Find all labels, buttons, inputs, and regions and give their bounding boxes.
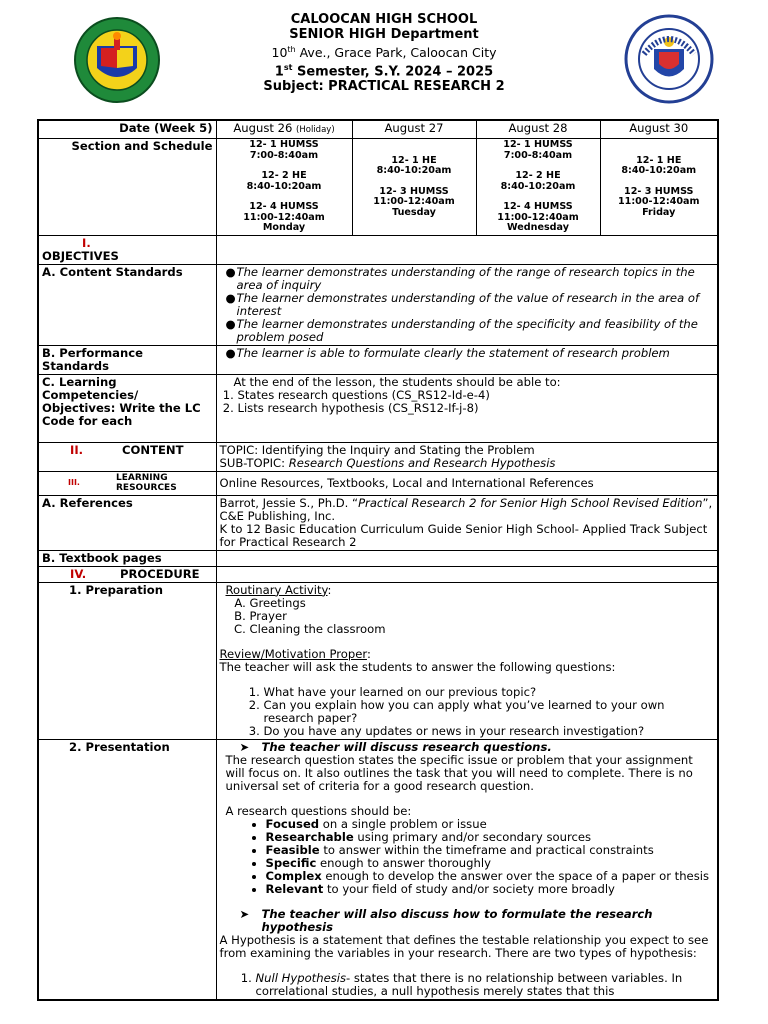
schedule-tuesday: 12- 1 HE 8:40-10:20am 12- 3 HUMSS 11:00-12:40am Tuesday <box>352 139 476 236</box>
criteria-intro: A research questions should be: <box>225 803 412 818</box>
routinary-item: A. Greetings <box>250 597 715 610</box>
schedule-monday: 12- 1 HUMSS 7:00-8:40am 12- 2 HE 8:40-10:20am 12- 4 HUMSS 11:00-12:40am Monday <box>216 139 352 236</box>
content-row <box>38 442 718 471</box>
performance-standard: ● The learner is able to formulate clearly the statement of research problem <box>226 347 715 360</box>
section-label: Section and Schedule <box>38 139 216 236</box>
date-cell-1: August 26 (Holiday) <box>216 120 352 139</box>
competencies-intro: At the end of the lesson, the students should be able to: <box>233 374 561 389</box>
competency-item: 1. States research questions (CS_RS12-Id-e-4) <box>238 389 715 402</box>
resources-heading: III. LEARNING RESOURCES <box>38 471 216 495</box>
reference-2: K to 12 Basic Education Curriculum Guide Senior High School- Applied Track Subject for Practical Research 2 <box>219 521 708 549</box>
criteria-item: • Complex enough to develop the answer over the space of a paper or thesis <box>266 870 715 883</box>
preparation-row: 1. Preparation Routinary Activity: A. Greetings B. Prayer C. Cleaning the classroom Review/Motivation Proper: The teacher will ask the students to answer the following questions: 1. What have your learned on our previous topic? 2. Can you explain how you can apply what you’ve learned to your own research paper? 3. Do you have any updates or news in your research investigation? <box>38 582 718 739</box>
content-standard-item: ● The learner demonstrates understanding of the range of research topics in the area of inquiry <box>226 266 715 292</box>
date-cell-2: August 27 <box>352 120 476 139</box>
date-row <box>38 120 718 139</box>
objectives-heading: I.OBJECTIVES <box>38 235 216 264</box>
date-cell-4: August 30 <box>600 120 718 139</box>
review-question: 1. What have your learned on our previous topic? <box>264 686 715 699</box>
hypothesis-type-item: 1. Null Hypothesis- states that there is no relationship between variables. In correlational studies, a null hypothesis merely states that this <box>256 972 715 998</box>
review-heading: Review/Motivation Proper <box>219 646 367 661</box>
subtopic-text: SUB-TOPIC: Research Questions and Research Hypothesis <box>219 455 556 470</box>
preparation-label: 1. Preparation <box>38 582 216 739</box>
references-label: A. References <box>38 495 216 550</box>
presentation-row <box>38 739 718 1000</box>
lesson-plan-table <box>37 119 719 1001</box>
criteria-item: • Specific enough to answer thoroughly <box>266 857 715 870</box>
schedule-friday: 12- 1 HE 8:40-10:20am 12- 3 HUMSS 11:00-12:40am Friday <box>600 139 718 236</box>
resources-row <box>38 471 718 495</box>
content-standards-cell <box>216 264 718 345</box>
content-standards-row <box>38 264 718 345</box>
presentation-heading-2: ➤ The teacher will also discuss how to formulate the research hypothesis <box>239 906 653 934</box>
school-address: 10th Ave., Grace Park, Caloocan City <box>271 45 497 61</box>
performance-row <box>38 345 718 374</box>
criteria-item: • Researchable using primary and/or secondary sources <box>266 831 715 844</box>
procedure-heading: IV. PROCEDURE <box>38 566 216 582</box>
competencies-row <box>38 374 718 442</box>
content-standard-item: ● The learner demonstrates understanding of the value of research in the area of interest <box>226 292 715 318</box>
references-row <box>38 495 718 550</box>
review-intro: The teacher will ask the students to answer the following questions: <box>219 659 616 674</box>
topic-text: TOPIC: Identifying the Inquiry and Stating the Problem <box>219 442 535 457</box>
textbook-row <box>38 550 718 566</box>
presentation-paragraph: The research question states the specific issue or problem that your assignment will focus on. It also outlines the task that you will need to complete. There is no universal set of criteria for a good research question. <box>225 752 693 793</box>
schedule-row <box>38 139 718 236</box>
document-header <box>0 12 768 94</box>
school-name: CALOOCAN HIGH SCHOOL <box>290 12 478 27</box>
subject-line: Subject: PRACTICAL RESEARCH 2 <box>263 79 505 95</box>
review-question: 2. Can you explain how you can apply what you’ve learned to your own research paper? <box>264 699 715 725</box>
performance-label: B. Performance Standards <box>38 345 216 374</box>
presentation-heading-1: ➤ The teacher will discuss research questions. <box>239 739 552 754</box>
date-label: Date (Week 5) <box>38 120 216 139</box>
content-standard-item: ● The learner demonstrates understanding of the specificity and feasibility of the problem posed <box>226 318 715 344</box>
routinary-item: B. Prayer <box>250 610 715 623</box>
schedule-wednesday: 12- 1 HUMSS 7:00-8:40am 12- 2 HE 8:40-10:20am 12- 4 HUMSS 11:00-12:40am Wednesday <box>476 139 600 236</box>
criteria-item: • Feasible to answer within the timeframe and practical constraints <box>266 844 715 857</box>
hypothesis-paragraph: A Hypothesis is a statement that defines the testable relationship you expect to see from examining the variables in your research. There are two types of hypothesis: <box>219 932 709 960</box>
competency-item: 2. Lists research hypothesis (CS_RS12-If-j-8) <box>238 402 715 415</box>
procedure-row <box>38 566 718 582</box>
textbook-label: B. Textbook pages <box>38 550 216 566</box>
content-heading: II. CONTENT <box>38 442 216 471</box>
date-cell-3: August 28 <box>476 120 600 139</box>
routinary-heading: Routinary Activity <box>225 582 328 597</box>
semester-line: 1st Semester, S.Y. 2024 – 2025 <box>274 63 494 80</box>
routinary-item: C. Cleaning the classroom <box>250 623 715 636</box>
content-standards-label: A. Content Standards <box>38 264 216 345</box>
objectives-row <box>38 235 718 264</box>
resources-text: Online Resources, Textbooks, Local and International References <box>216 471 718 495</box>
reference-1: Barrot, Jessie S., Ph.D. “Practical Research 2 for Senior High School Revised Edition”, C&E Publishing, Inc. <box>219 495 713 523</box>
criteria-item: • Focused on a single problem or issue <box>266 818 715 831</box>
criteria-item: • Relevant to your field of study and/or society more broadly <box>266 883 715 896</box>
competencies-label: C. Learning Competencies/ Objectives: Write the LC Code for each <box>38 374 216 442</box>
presentation-label: 2. Presentation <box>38 739 216 1000</box>
review-question: 3. Do you have any updates or news in your research investigation? <box>264 725 715 738</box>
department-name: SENIOR HIGH Department <box>289 27 479 42</box>
